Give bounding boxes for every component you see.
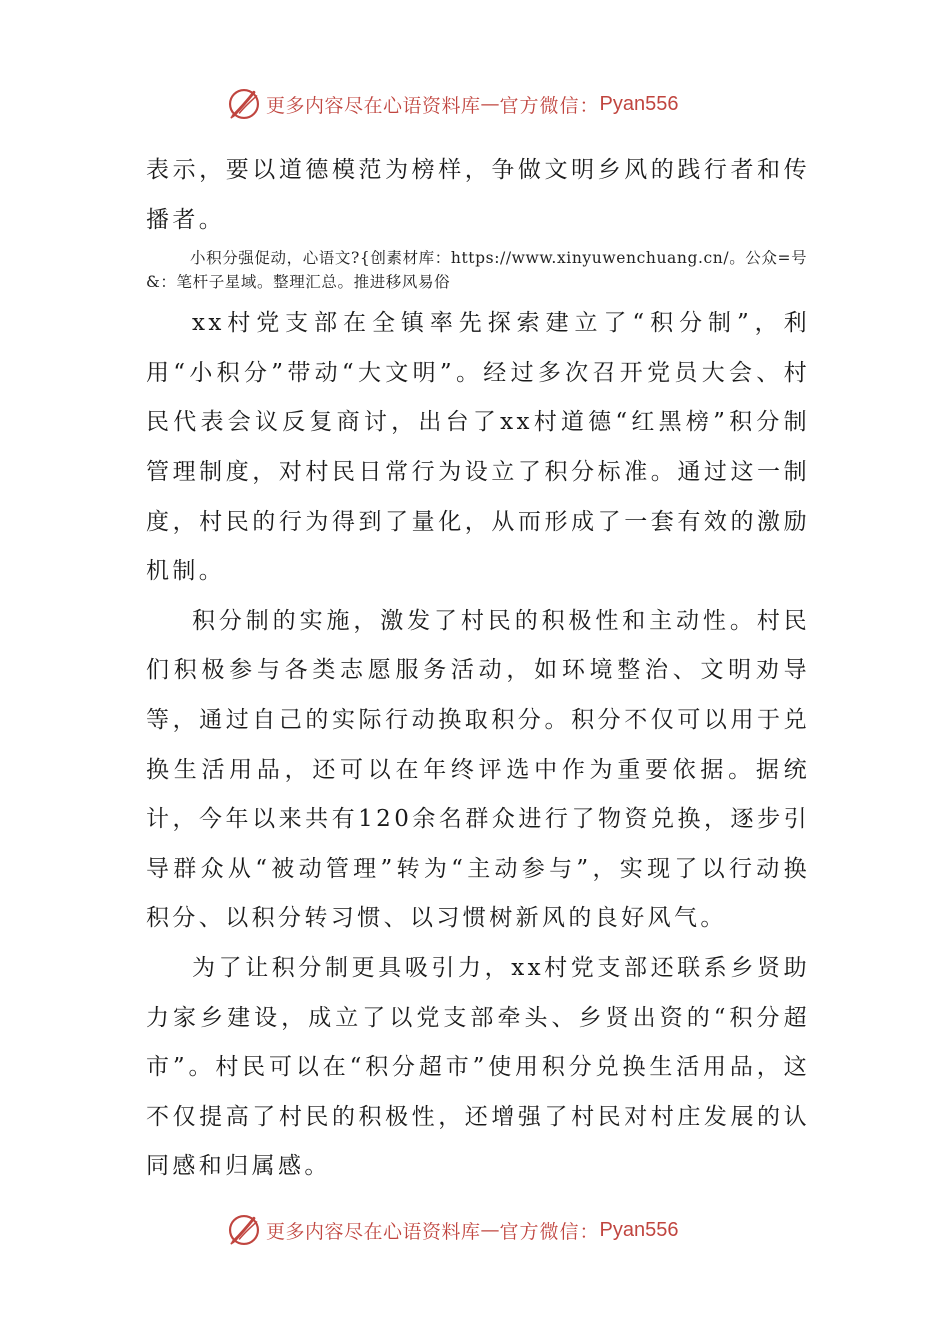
- paragraph-points-system: xx村党支部在全镇率先探索建立了“积分制”，利用“小积分”带动“大文明”。经过多次召开党员大会、村民代表会议反复商讨，出台了xx村道德“红黑榜”积分制管理制度，对村民日常行为设立了积分标准。通过这一制度，村民的行为得到了量化，从而形成了一套有效的激励机制。: [146, 310, 810, 585]
- pen-logo-icon: [226, 1212, 262, 1248]
- pen-logo-icon: [226, 86, 262, 122]
- document-body: [146, 146, 810, 1192]
- paragraph-points-supermarket: 为了让积分制更具吸引力，xx村党支部还联系乡贤助力家乡建设，成立了以党支部牵头、乡贤出资的“积分超市”。村民可以在“积分超市”使用积分兑换生活用品，这不仅提高了村民的积极性，还增强了村民对村庄发展的认同感和归属感。: [146, 954, 810, 1180]
- banner-wechat-id: Pyan556: [599, 1218, 679, 1241]
- banner-wechat-label: 官方微信：: [499, 1220, 600, 1243]
- section-heading-note: [146, 245, 810, 299]
- note-text: 小积分强促动，心语文?{创素材库：https://www.xinyuwenchuang.cn/。公众=号&：笔杆子星域。整理汇总。推进移风易俗: [146, 249, 808, 292]
- paragraph-implementation: 积分制的实施，激发了村民的积极性和主动性。村民们积极参与各类志愿服务活动，如环境整治、文明劝导等，通过自己的实际行动换取积分。积分不仅可以用于兑换生活用品，还可以在年终评选中作为重要依据。据统计，今年以来共有120余名群众进行了物资兑换，逐步引导群众从“被动管理”转为“主动参与”，实现了以行动换积分、以积分转习惯、以习惯树新风的良好风气。: [146, 607, 810, 932]
- banner-dash: —: [480, 1219, 500, 1241]
- header-banner: [226, 84, 679, 124]
- banner-dash: —: [480, 93, 500, 115]
- paragraph-continuation: 表示，要以道德模范为榜样，争做文明乡风的践行者和传播者。: [146, 157, 810, 233]
- banner-site-text: 更多内容尽在心语资料库: [266, 1220, 481, 1243]
- footer-banner: [226, 1210, 679, 1250]
- banner-site-text: 更多内容尽在心语资料库: [266, 94, 481, 117]
- banner-wechat-id: Pyan556: [599, 92, 679, 115]
- banner-wechat-label: 官方微信：: [499, 94, 600, 117]
